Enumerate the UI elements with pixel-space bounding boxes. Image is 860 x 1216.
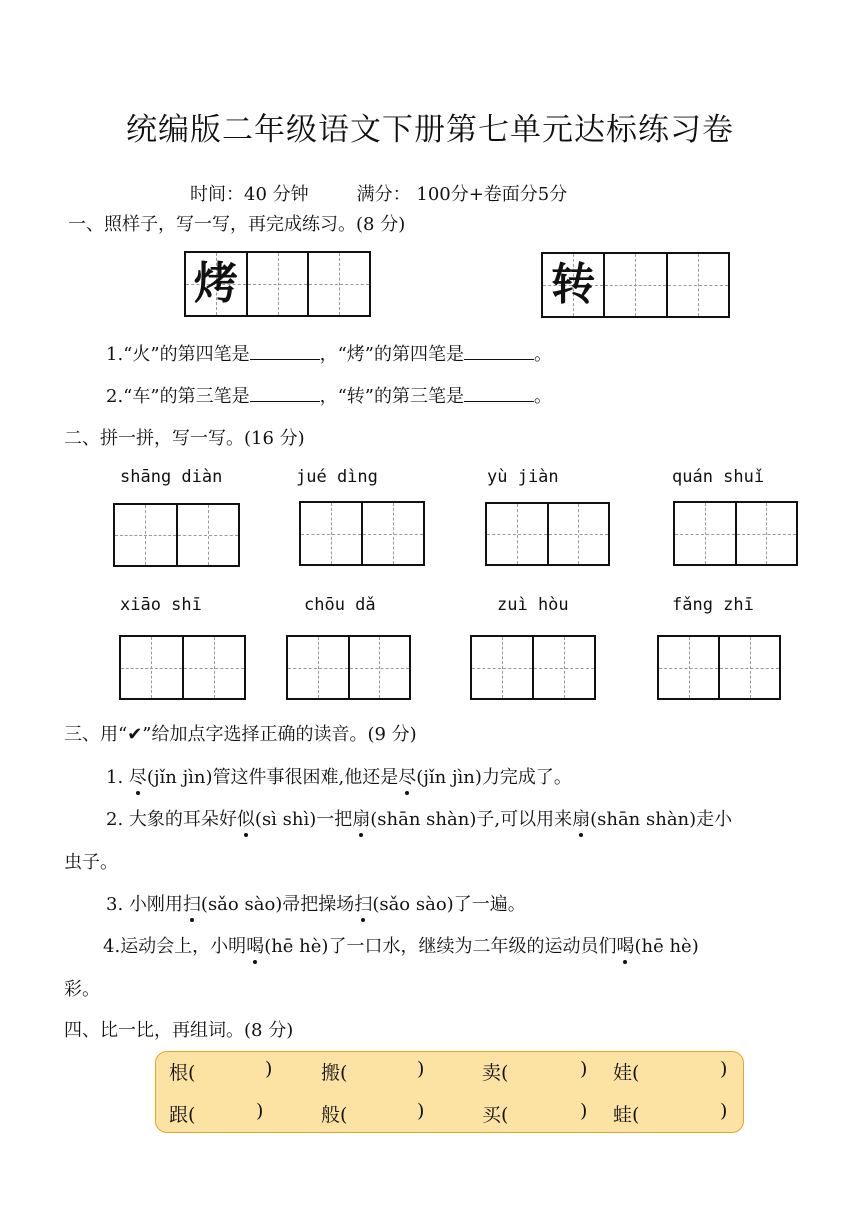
close-paren: ) — [265, 1058, 273, 1080]
q-text: 1.“火”的第四笔是 — [106, 344, 250, 365]
dotted-char: 扇 — [352, 805, 370, 831]
q-number: 2. — [106, 809, 124, 830]
question-3-3 — [106, 890, 526, 916]
pinyin-choice[interactable]: (shān shàn) — [370, 809, 477, 830]
q-number: 3. — [106, 894, 124, 915]
q-number: 1. — [106, 767, 124, 788]
word-prompt: 搬( — [321, 1062, 348, 1084]
q-text: 了一口水，继续为二年级的运动员们 — [328, 936, 617, 957]
grid-cell[interactable] — [534, 637, 594, 698]
exam-meta — [190, 180, 567, 206]
q-text: 。 — [533, 344, 552, 365]
question-3-4-continued: 彩。 — [64, 979, 100, 1000]
question-1-2 — [106, 382, 552, 408]
grid-cell[interactable] — [675, 503, 737, 564]
full-score: 满分： 100分+卷面分5分 — [356, 184, 568, 205]
page-title: 统编版二年级语文下册第七单元达标练习卷 — [126, 112, 734, 148]
word-prompt: 娃( — [613, 1062, 640, 1084]
close-paren: ) — [417, 1058, 425, 1080]
close-paren: ) — [580, 1058, 588, 1080]
grid-cell[interactable] — [472, 637, 534, 698]
q-text: 力完成了。 — [481, 767, 572, 788]
word-prompt: 跟( — [169, 1104, 196, 1126]
word-prompt: 根( — [169, 1062, 196, 1084]
q-text: ，“转”的第三笔是 — [319, 386, 464, 407]
close-paren: ) — [580, 1100, 588, 1122]
dotted-char: 扇 — [572, 805, 590, 831]
grid-cell[interactable] — [487, 504, 549, 564]
grid-cell[interactable] — [737, 503, 797, 564]
dotted-char: 扫 — [354, 890, 372, 916]
q-text: 2.“车”的第三笔是 — [106, 386, 250, 407]
q-text: 走小 — [696, 809, 733, 830]
writing-grid[interactable] — [119, 635, 246, 700]
grid-cell[interactable] — [121, 637, 184, 698]
grid-cell — [543, 254, 605, 316]
example-char: 转 — [551, 259, 596, 310]
pinyin-choice[interactable]: (sì shì) — [254, 809, 317, 830]
dotted-char: 似 — [237, 805, 255, 831]
writing-grid[interactable] — [673, 501, 798, 566]
grid-cell[interactable] — [605, 254, 667, 316]
close-paren: ) — [417, 1100, 425, 1122]
word-prompt: 蛙( — [613, 1104, 640, 1126]
pinyin-choice[interactable]: (shān shàn) — [590, 809, 697, 830]
pinyin-label: jué dìng — [296, 467, 378, 487]
q-text: 运动会上，小明 — [120, 936, 247, 957]
word-prompt: 般( — [321, 1104, 348, 1126]
pinyin-choice[interactable]: (hē hè) — [634, 936, 699, 957]
question-3-4 — [103, 932, 699, 958]
word-prompt: 买( — [482, 1104, 509, 1126]
q-text: 子,可以用来 — [476, 809, 573, 830]
writing-grid[interactable] — [113, 503, 240, 567]
grid-cell[interactable] — [248, 253, 310, 315]
pinyin-label: yù jiàn — [487, 467, 559, 487]
q-text: ，“烤”的第四笔是 — [319, 344, 464, 365]
pinyin-label: xiāo shī — [120, 595, 202, 615]
dotted-char: 尽 — [129, 763, 147, 789]
example-grid-1 — [184, 251, 371, 317]
pinyin-label: quán shuǐ — [672, 467, 765, 487]
section-2-heading: 二、拼一拼，写一写。(16 分) — [64, 428, 305, 449]
time-limit: 时间：40 分钟 — [190, 184, 309, 205]
grid-cell[interactable] — [659, 637, 720, 698]
close-paren: ) — [720, 1058, 728, 1080]
pinyin-label: shāng diàn — [120, 467, 223, 487]
close-paren: ) — [256, 1100, 264, 1122]
grid-cell[interactable] — [288, 637, 350, 698]
grid-cell[interactable] — [350, 637, 410, 698]
answer-blank[interactable] — [250, 345, 320, 360]
writing-grid[interactable] — [286, 635, 411, 700]
q-text: 一把 — [316, 809, 353, 830]
q-text: 管这件事很困难,他还是 — [212, 767, 399, 788]
answer-blank[interactable] — [464, 387, 534, 402]
pinyin-choice[interactable]: (sǎo sào) — [200, 894, 283, 915]
pinyin-label: chōu dǎ — [304, 595, 376, 615]
q-text: 了一遍。 — [453, 894, 526, 915]
grid-cell[interactable] — [720, 637, 779, 698]
answer-blank[interactable] — [250, 387, 320, 402]
question-3-1 — [106, 763, 572, 789]
grid-cell[interactable] — [184, 637, 245, 698]
dotted-char: 喝 — [616, 932, 634, 958]
grid-cell — [186, 253, 248, 315]
compare-words-box — [155, 1051, 744, 1133]
q-text: 大象的耳朵好 — [128, 809, 237, 830]
grid-cell[interactable] — [301, 503, 363, 564]
writing-grid[interactable] — [657, 635, 781, 700]
question-1-1 — [106, 340, 552, 366]
grid-cell[interactable] — [363, 503, 423, 564]
dotted-char: 喝 — [246, 932, 264, 958]
dotted-char: 扫 — [183, 890, 201, 916]
answer-blank[interactable] — [464, 345, 534, 360]
q-text: 帚把操场 — [282, 894, 355, 915]
pinyin-choice[interactable]: (jǐn jìn) — [416, 767, 482, 788]
pinyin-choice[interactable]: (hē hè) — [264, 936, 329, 957]
example-char: 烤 — [193, 258, 238, 309]
section-3-heading: 三、用“✔”给加点字选择正确的读音。(9 分) — [64, 724, 417, 745]
example-grid-2 — [541, 252, 730, 318]
q-text: 小刚用 — [128, 894, 183, 915]
dotted-char: 尽 — [398, 763, 416, 789]
q-number: 4. — [103, 936, 121, 957]
pinyin-choice[interactable]: (jǐn jìn) — [146, 767, 213, 788]
section-1-heading: 一、照样子，写一写，再完成练习。(8 分) — [68, 214, 406, 235]
pinyin-label: fǎng zhī — [672, 595, 754, 615]
grid-cell[interactable] — [115, 505, 178, 565]
grid-cell[interactable] — [668, 254, 728, 316]
grid-cell[interactable] — [178, 505, 239, 565]
grid-cell[interactable] — [549, 504, 609, 564]
writing-grid[interactable] — [485, 502, 610, 566]
pinyin-choice[interactable]: (sǎo sào) — [372, 894, 454, 915]
section-4-heading: 四、比一比，再组词。(8 分) — [64, 1020, 294, 1041]
close-paren: ) — [720, 1100, 728, 1122]
pinyin-label: zuì hòu — [497, 595, 569, 615]
writing-grid[interactable] — [299, 501, 425, 566]
q-text: 。 — [533, 386, 552, 407]
writing-grid[interactable] — [470, 635, 596, 700]
question-3-2-continued: 虫子。 — [64, 852, 118, 873]
grid-cell[interactable] — [309, 253, 369, 315]
word-prompt: 卖( — [482, 1062, 509, 1084]
question-3-2 — [106, 805, 732, 831]
